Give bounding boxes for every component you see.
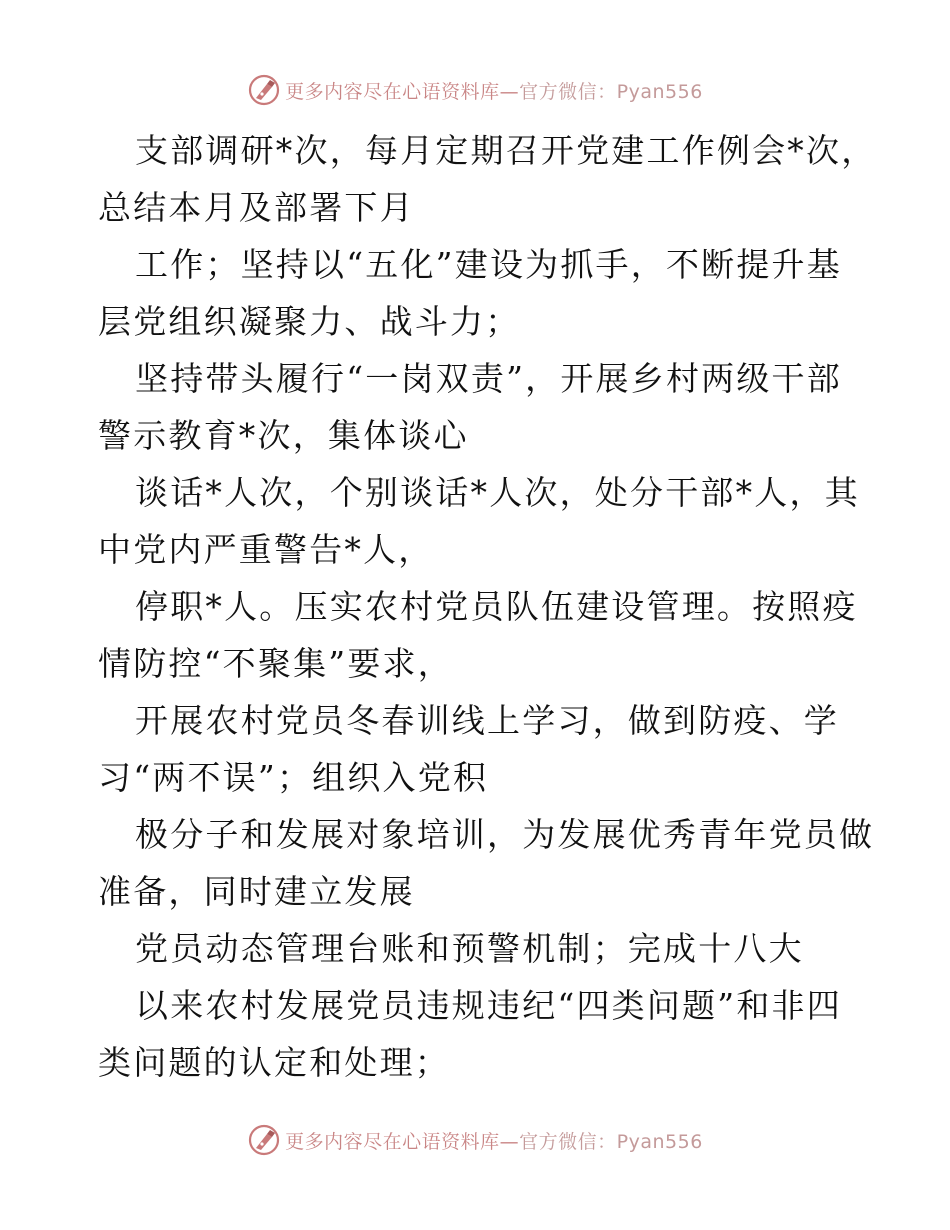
watermark-sub: 官方微信：Pyan556 [519, 80, 703, 103]
watermark-sub: 官方微信：Pyan556 [519, 1130, 703, 1153]
watermark-text: 更多内容尽在心语资料库 [285, 80, 500, 103]
paragraph [98, 692, 858, 806]
paragraph [98, 920, 858, 977]
paragraph [98, 464, 858, 578]
text-line: 习“两不误”；组织入党积 [98, 758, 489, 797]
text-line: 警示教育*次，集体谈心 [98, 416, 469, 455]
paragraph [98, 350, 858, 464]
paragraph [98, 122, 877, 236]
paragraph [98, 806, 875, 920]
text-line: 层党组织凝聚力、战斗力； [98, 302, 521, 341]
text-line: 类问题的认定和处理； [98, 1043, 450, 1082]
document-body [98, 122, 877, 1091]
text-line: 支部调研*次，每月定期召开党建工作例会*次， [135, 131, 877, 170]
text-line: 党员动态管理台账和预警机制；完成十八大 [135, 929, 804, 968]
text-line: 以来农村发展党员违规违纪“四类问题”和非四 [135, 986, 842, 1025]
header-watermark [0, 70, 950, 110]
text-line: 中党内严重警告*人， [98, 530, 434, 569]
text-line: 总结本月及部署下月 [98, 188, 415, 227]
paragraph [98, 977, 858, 1091]
text-line: 谈话*人次，个别谈话*人次，处分干部*人，其 [135, 473, 860, 512]
text-line: 坚持带头履行“一岗双责”，开展乡村两级干部 [135, 359, 842, 398]
text-line: 停职*人。压实农村党员队伍建设管理。按照疫 [135, 587, 858, 626]
watermark-separator: — [499, 80, 520, 103]
pen-nib-logo-icon [247, 73, 281, 107]
watermark-separator: — [499, 1130, 520, 1153]
text-line: 准备，同时建立发展 [98, 872, 415, 911]
paragraph [98, 236, 858, 350]
text-line: 工作；坚持以“五化”建设为抓手，不断提升基 [135, 245, 842, 284]
text-line: 极分子和发展对象培训，为发展优秀青年党员做 [135, 815, 875, 854]
watermark-text: 更多内容尽在心语资料库 [285, 1130, 500, 1153]
text-line: 情防控“不聚集”要求， [98, 644, 453, 683]
footer-watermark [0, 1120, 950, 1160]
pen-nib-logo-icon [247, 1123, 281, 1157]
paragraph [98, 578, 858, 692]
text-line: 开展农村党员冬春训线上学习，做到防疫、学 [135, 701, 839, 740]
